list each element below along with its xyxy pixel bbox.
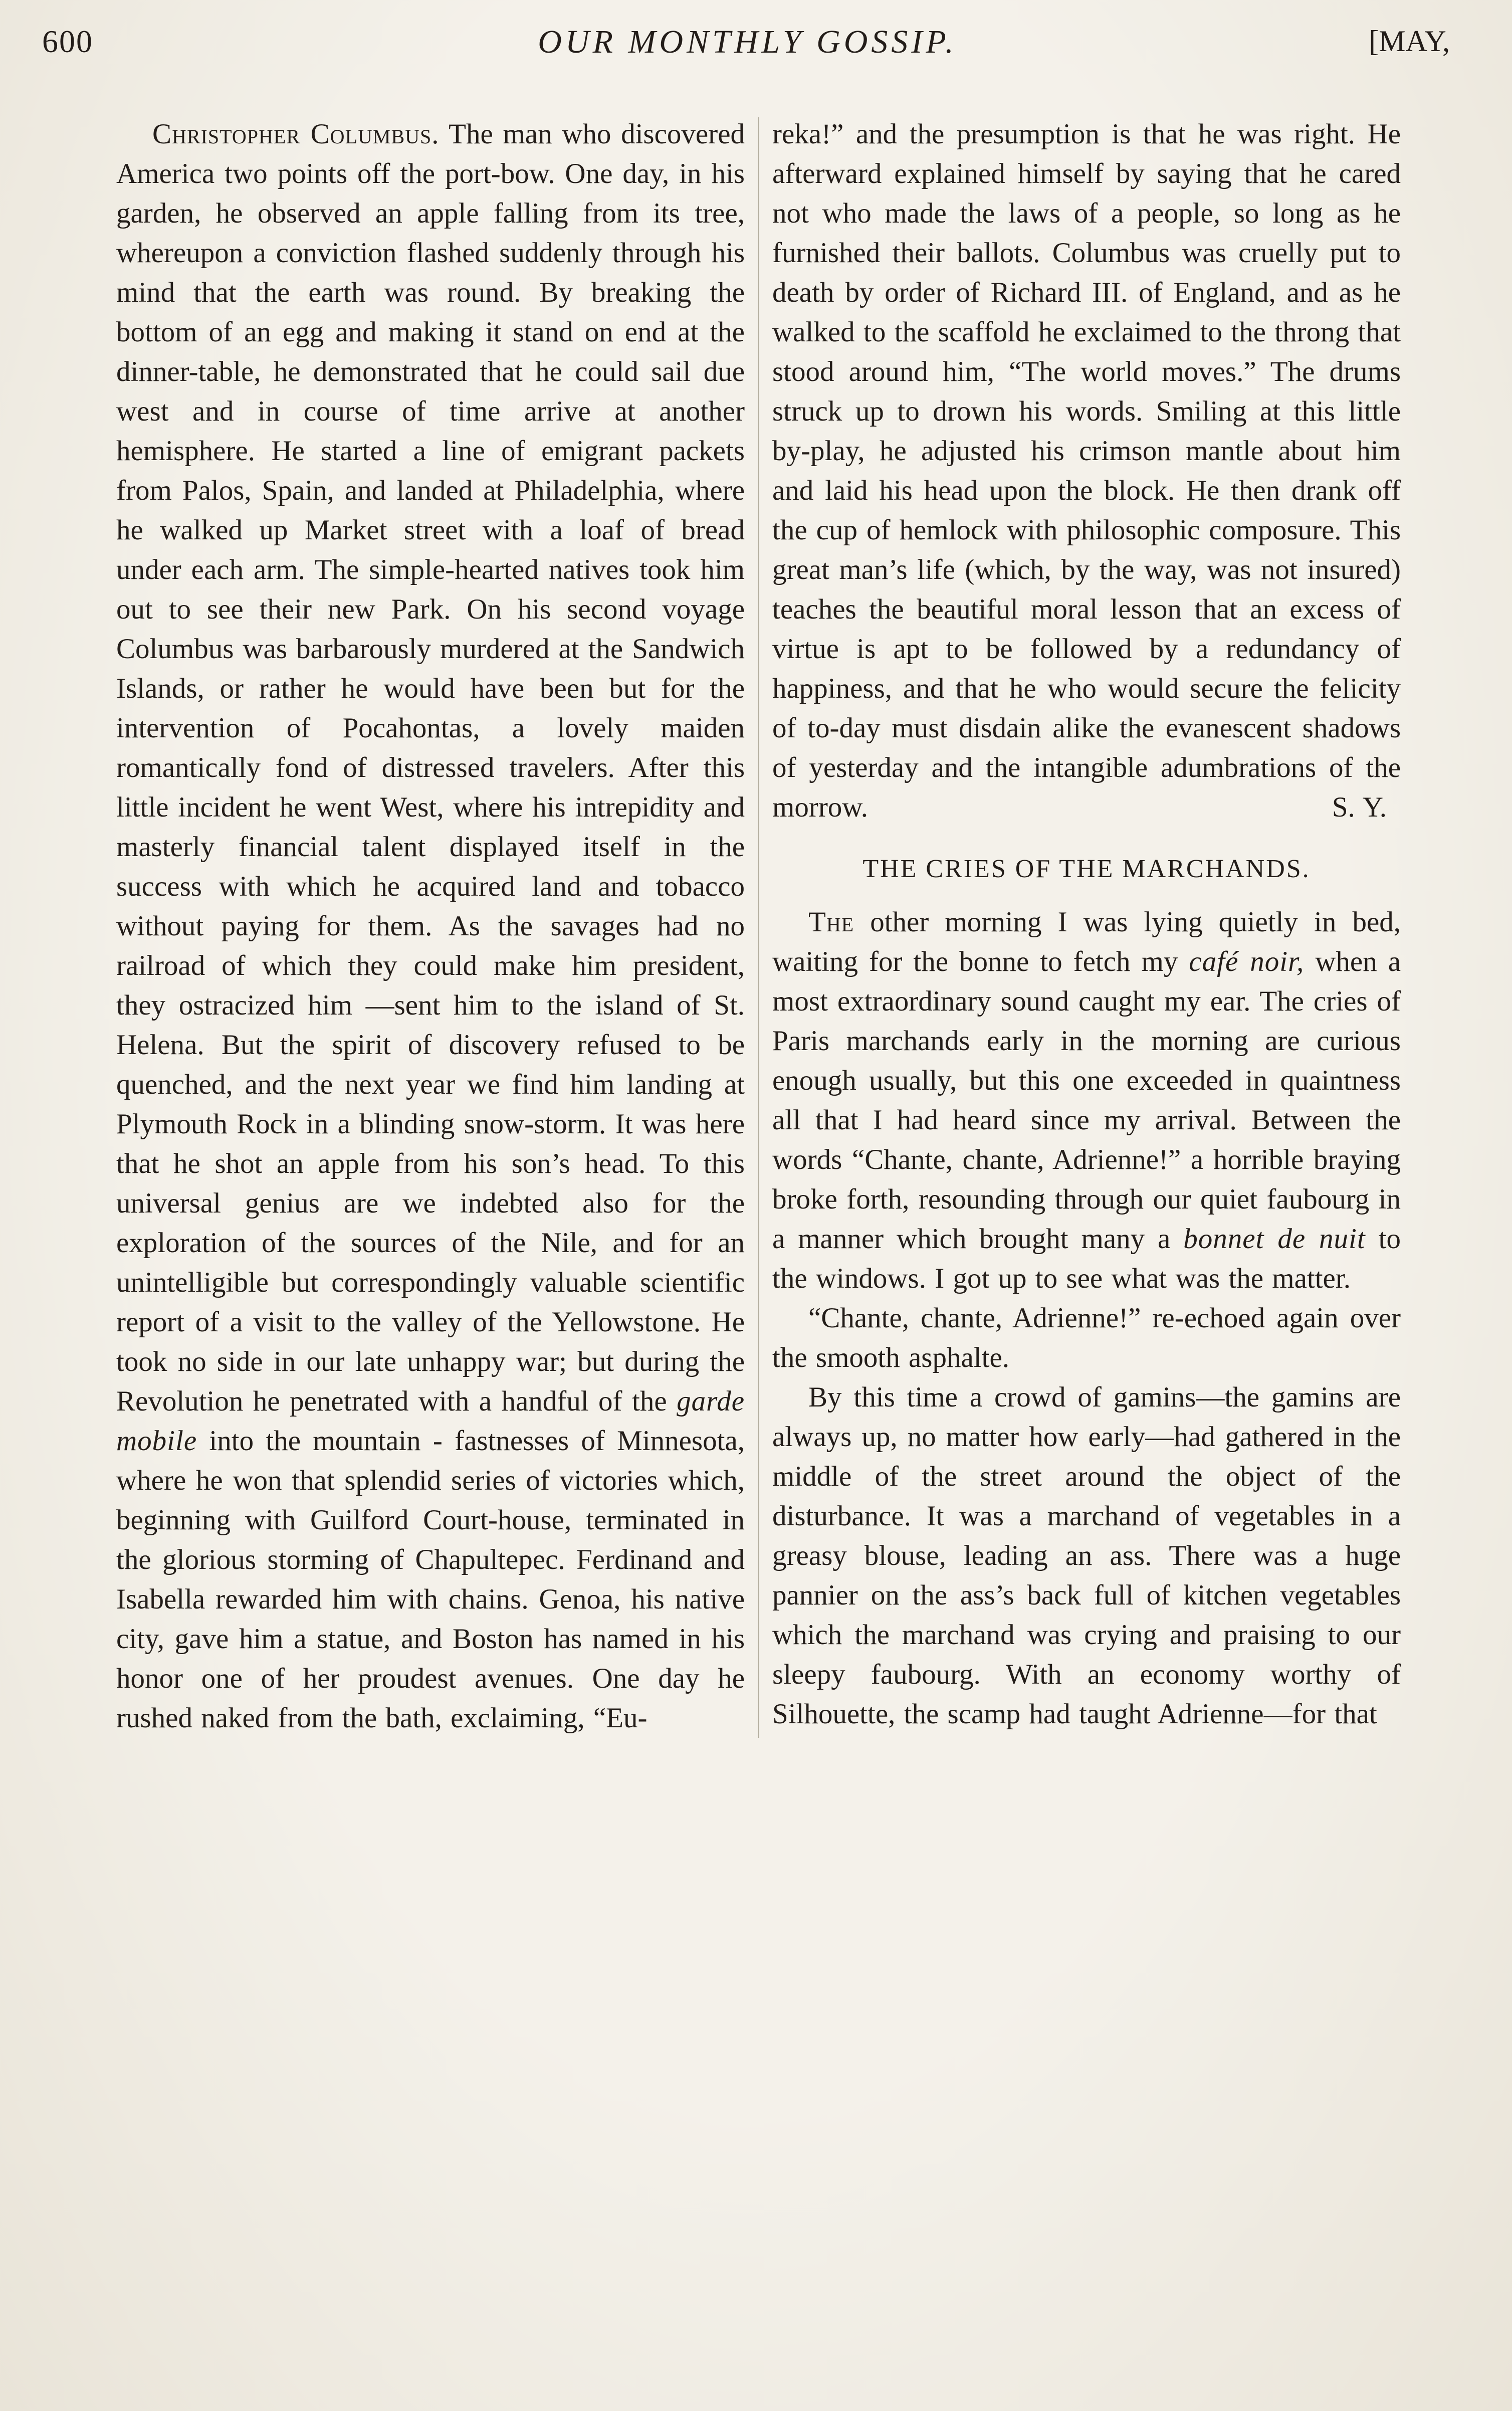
header-title: OUR MONTHLY GOSSIP.: [538, 24, 957, 60]
header-date: [MAY,: [1369, 25, 1450, 58]
paragraph: Christopher Columbus. The man who discovered America two points off the port-bow. One day, in his garden, he observed an apple falling from its tree, whereupon a conviction flashed suddenly through his mind that the earth was round. By breaking the bottom of an egg and making it stand on end at the dinner-table, he demonstrated that he could sail due west and in course of time arrive at another hemisphere. He started a line of emigrant packets from Palos, Spain, and landed at Philadelphia, where he walked up Market street with a loaf of bread under each arm. The simple-hearted natives took him out to see their new Park. On his second voyage Columbus was barbarously murdered at the Sandwich Islands, or rather he would have been but for the intervention of Pocahontas, a lovely maiden romantically fond of distressed travelers. After this little incident he went West, where his intrepidity and masterly financial talent displayed itself in the success with which he acquired land and tobacco without paying for them. As the savages had no railroad of which they could make him president, they ostracized him —sent him to the island of St. Helena. But the spirit of discovery refused to be quenched, and the next year we find him landing at Plymouth Rock in a blinding snow-storm. It was here that he shot an apple from his son’s head. To this universal genius are we indebted also for the exploration of the sources of the Nile, and for an unintelligible but correspondingly valuable scientific report of a visit to the valley of the Yellowstone. He took no side in our late unhappy war; but during the Revolution he penetrated with a handful of the garde mobile into the mountain - fastnesses of Minnesota, where he won that splendid series of victories which, beginning with Guilford Court-house, terminated in the glorious storming of Chapultepec. Ferdinand and Isabella rewarded him with chains. Genoa, his native city, gave him a statue, and Boston has named in his honor one of her proudest avenues. One day he rushed naked from the bath, exclaiming, “Eu-: [116, 118, 745, 1734]
right-column: [772, 114, 1401, 1738]
section-heading: THE CRIES OF THE MARCHANDS.: [862, 855, 1311, 883]
author-signature: S. Y.: [1332, 791, 1387, 823]
paragraph: The other morning I was lying quietly in bed, waiting for the bonne to fetch my café noir, when a most extraordinary sound caught my ear. The cries of Paris marchands early in the morning are curious enough usually, but this one exceeded in quaintness all that I had heard since my arrival. Between the words “Chante, chante, Adrienne!” a horrible braying broke forth, resounding through our quiet faubourg in a manner which brought many a bonnet de nuit to the windows. I got up to see what was the matter.: [772, 906, 1401, 1294]
page-header: [42, 23, 1453, 71]
page-number: 600: [42, 24, 93, 59]
paragraph: “Chante, chante, Adrienne!” re-echoed again over the smooth asphalte.: [772, 1302, 1401, 1373]
paragraph: By this time a crowd of gamins—the gamins are always up, no matter how early—had gathered in the middle of the street around the object of the disturbance. It was a marchand of vegetables in a greasy blouse, leading an ass. There was a huge pannier on the ass’s back full of kitchen vegetables which the marchand was crying and praising to our sleepy faubourg. With an economy worthy of Silhouette, the scamp had taught Adrienne—for that: [772, 1381, 1401, 1730]
two-column-text: [42, 114, 1453, 1738]
left-column: [116, 114, 745, 1738]
paragraph: reka!” and the presumption is that he was right. He afterward explained himself by saying that he cared not who made the laws of a people, so long as he furnished their ballots. Columbus was cruelly put to death by order of Richard III. of England, and as he walked to the scaffold he exclaimed to the throng that stood around him, “The world moves.” The drums struck up to drown his words. Smiling at this little by-play, he adjusted his crimson mantle about him and laid his head upon the block. He then drank off the cup of hemlock with philosophic composure. This great man’s life (which, by the way, was not insured) teaches the beautiful moral lesson that an excess of virtue is apt to be followed by a redundancy of happiness, and that he who would secure the felicity of to-day must disdain alike the evanescent shadows of yesterday and the intangible adumbrations of the morrow. S. Y.: [772, 114, 1401, 827]
column-divider: [758, 117, 759, 1738]
